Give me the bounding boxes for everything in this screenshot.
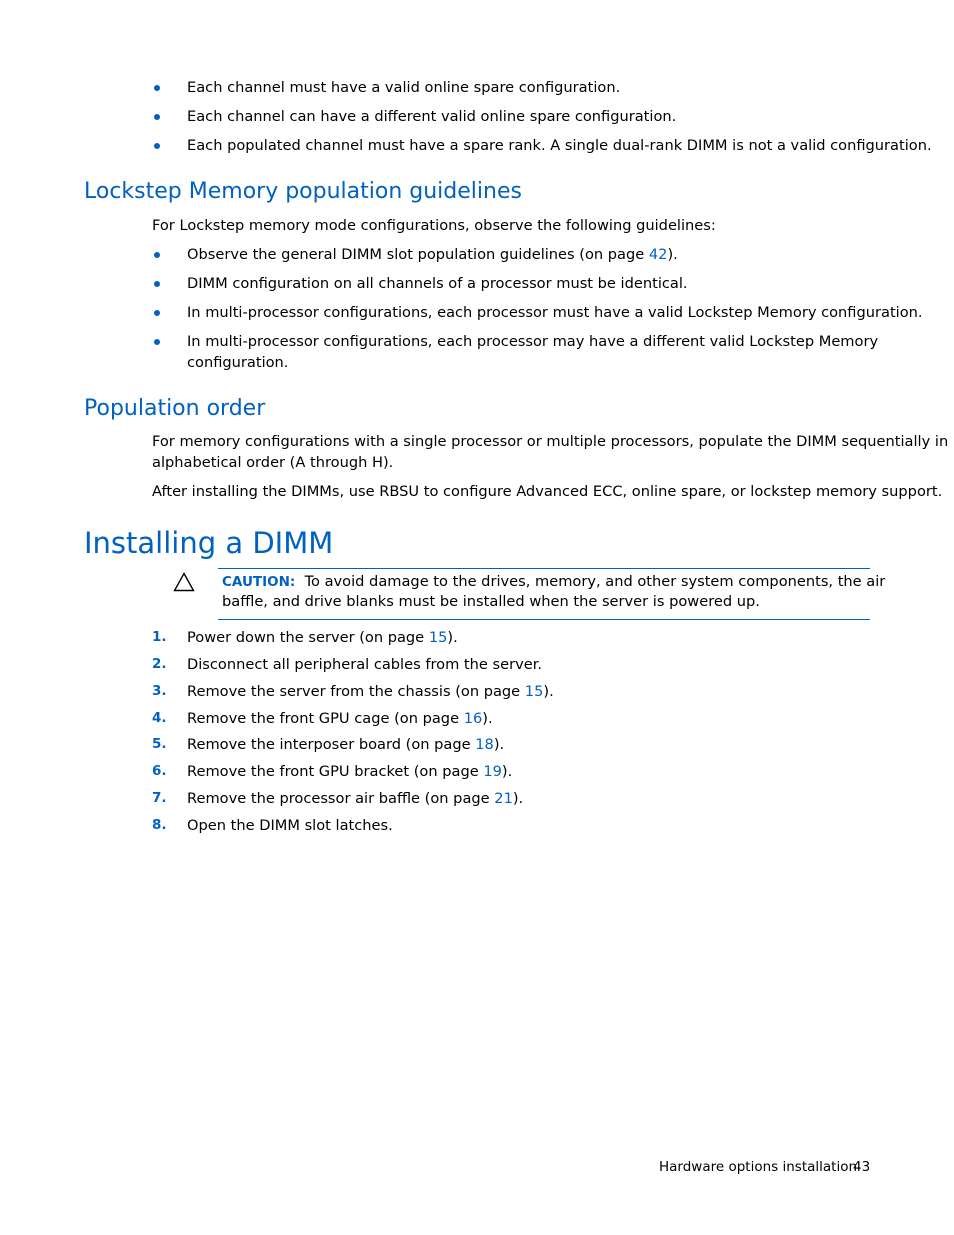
list-item: Observe the general DIMM slot population guidelines (on page 42). [187,246,678,263]
step-number: 1. [152,629,167,645]
list-item: Each channel must have a valid online spare configuration. [187,79,621,96]
paragraph: For memory configurations with a single processor or multiple processors, populate the DIMM sequentially in [152,433,949,450]
footer-section: Hardware options installation [659,1159,858,1175]
step-text: Open the DIMM slot latches. [187,817,393,834]
caution-text: baffle, and drive blanks must be installed when the server is powered up. [222,593,760,610]
step-number: 5. [152,736,167,752]
paragraph: After installing the DIMMs, use RBSU to configure Advanced ECC, online spare, or lockstep memory support. [152,483,943,500]
list-item: DIMM configuration on all channels of a processor must be identical. [187,275,688,292]
caution-text: CAUTION: To avoid damage to the drives, memory, and other system components, the air [222,573,886,590]
caution-label: CAUTION: [222,574,296,590]
step-number: 3. [152,683,167,699]
page-link[interactable]: 42 [648,246,668,263]
paragraph: For Lockstep memory mode configurations, observe the following guidelines: [152,217,716,234]
step-text: Power down the server (on page 15). [187,629,458,646]
bullet-icon [154,310,160,316]
page-link[interactable]: 21 [494,790,513,807]
bullet-icon [154,281,160,287]
section-heading: Population order [84,396,266,421]
step-number: 4. [152,710,167,726]
step-number: 7. [152,790,167,806]
step-number: 2. [152,656,167,672]
bullet-icon [154,339,160,345]
section-heading: Lockstep Memory population guidelines [84,179,522,204]
page-link[interactable]: 15 [428,629,448,646]
step-text: Remove the front GPU cage (on page 16). [187,710,493,727]
page-link[interactable]: 15 [524,683,544,700]
list-item: configuration. [187,354,289,371]
step-text: Remove the interposer board (on page 18). [187,736,505,753]
bullet-icon [154,143,160,149]
page-link[interactable]: 18 [475,736,494,753]
step-text: Remove the server from the chassis (on page 15). [187,683,554,700]
bullet-icon [154,85,160,91]
list-item: In multi-processor configurations, each processor may have a different valid Lockstep Memory [187,333,879,350]
list-item: In multi-processor configurations, each processor must have a valid Lockstep Memory configuration. [187,304,923,321]
paragraph: alphabetical order (A through H). [152,454,394,471]
divider [218,568,870,569]
step-text: Disconnect all peripheral cables from the server. [187,656,543,673]
bullet-icon [154,252,160,258]
page-link[interactable]: 16 [463,710,483,727]
list-item: Each populated channel must have a spare rank. A single dual-rank DIMM is not a valid configuration. [187,137,932,154]
page-number: 43 [853,1159,871,1175]
step-text: Remove the processor air baffle (on page 21). [187,790,524,807]
step-number: 8. [152,817,167,833]
caution-icon [173,572,195,592]
page-title: Installing a DIMM [84,526,334,560]
step-text: Remove the front GPU bracket (on page 19). [187,763,513,780]
divider [218,619,870,620]
bullet-icon [154,114,160,120]
list-item: Each channel can have a different valid online spare configuration. [187,108,677,125]
page-link[interactable]: 19 [483,763,502,780]
step-number: 6. [152,763,167,779]
